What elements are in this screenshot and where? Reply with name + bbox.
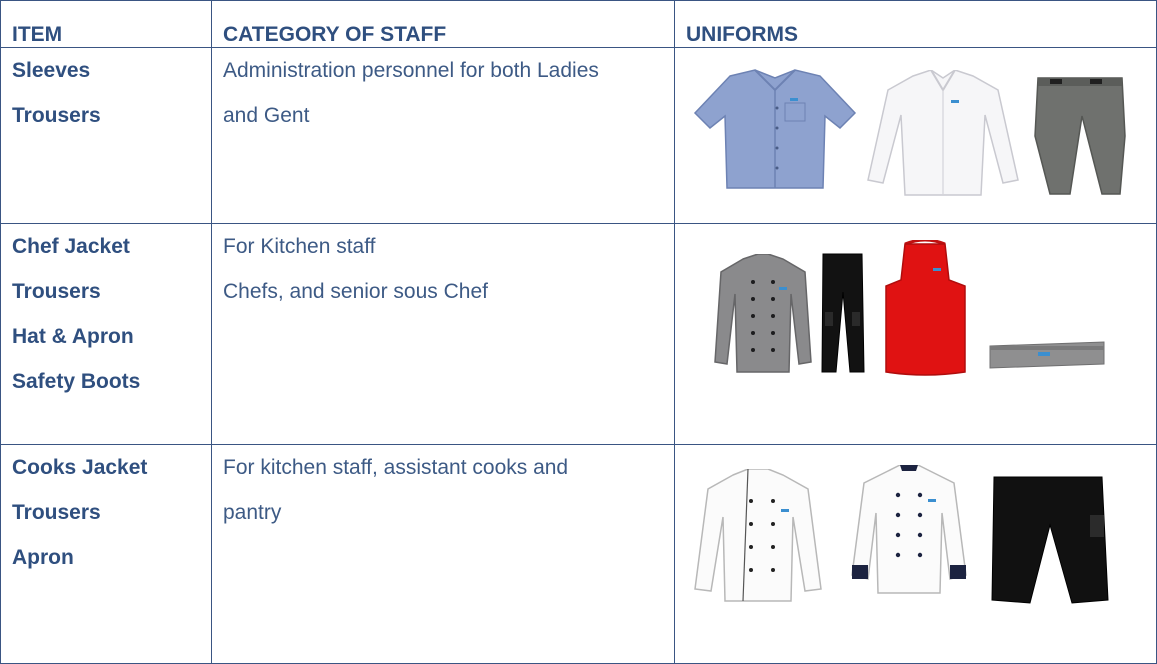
item-cell bbox=[1, 224, 212, 445]
red-apron-image bbox=[883, 240, 968, 378]
black-trousers-image bbox=[820, 252, 865, 376]
header-uniforms-label: UNIFORMS bbox=[686, 23, 798, 46]
grey-trousers-image bbox=[1030, 76, 1130, 196]
header-category bbox=[212, 1, 675, 48]
uniforms-cell bbox=[675, 445, 1157, 664]
item-label: Trousers bbox=[12, 280, 101, 303]
item-cell bbox=[1, 48, 212, 224]
item-cell bbox=[1, 445, 212, 664]
blue-short-sleeve-shirt-image bbox=[690, 68, 860, 193]
table-row bbox=[1, 224, 1157, 445]
item-label: Apron bbox=[12, 546, 74, 569]
white-cooks-jacket-image bbox=[693, 469, 823, 604]
category-cell bbox=[212, 224, 675, 445]
category-cell bbox=[212, 445, 675, 664]
item-label: Trousers bbox=[12, 501, 101, 524]
black-cargo-trousers-image bbox=[990, 475, 1110, 605]
category-cell bbox=[212, 48, 675, 224]
item-label: Chef Jacket bbox=[12, 235, 130, 258]
item-label: Sleeves bbox=[12, 59, 91, 82]
header-row bbox=[1, 1, 1157, 48]
grey-chef-hat-image bbox=[988, 340, 1106, 370]
header-uniforms bbox=[675, 1, 1157, 48]
item-label: Safety Boots bbox=[12, 370, 141, 393]
uniforms-cell bbox=[675, 224, 1157, 445]
uniforms-cell bbox=[675, 48, 1157, 224]
category-text: Chefs, and senior sous Chef bbox=[223, 280, 488, 303]
white-long-sleeve-blouse-image bbox=[863, 70, 1023, 198]
category-text: Administration personnel for both Ladies bbox=[223, 59, 599, 82]
item-label: Hat & Apron bbox=[12, 325, 134, 348]
grey-chef-jacket-image bbox=[713, 254, 813, 374]
header-item-label: ITEM bbox=[12, 23, 63, 46]
category-text: For Kitchen staff bbox=[223, 235, 376, 258]
table-row bbox=[1, 48, 1157, 224]
category-text: pantry bbox=[223, 501, 282, 524]
category-text: For kitchen staff, assistant cooks and bbox=[223, 456, 569, 479]
item-label: Cooks Jacket bbox=[12, 456, 148, 479]
item-label: Trousers bbox=[12, 104, 101, 127]
category-text: and Gent bbox=[223, 104, 310, 127]
header-item bbox=[1, 1, 212, 48]
white-chef-jacket-navy-trim-image bbox=[850, 465, 968, 597]
table-row bbox=[1, 445, 1157, 664]
header-category-label: CATEGORY OF STAFF bbox=[223, 23, 447, 46]
